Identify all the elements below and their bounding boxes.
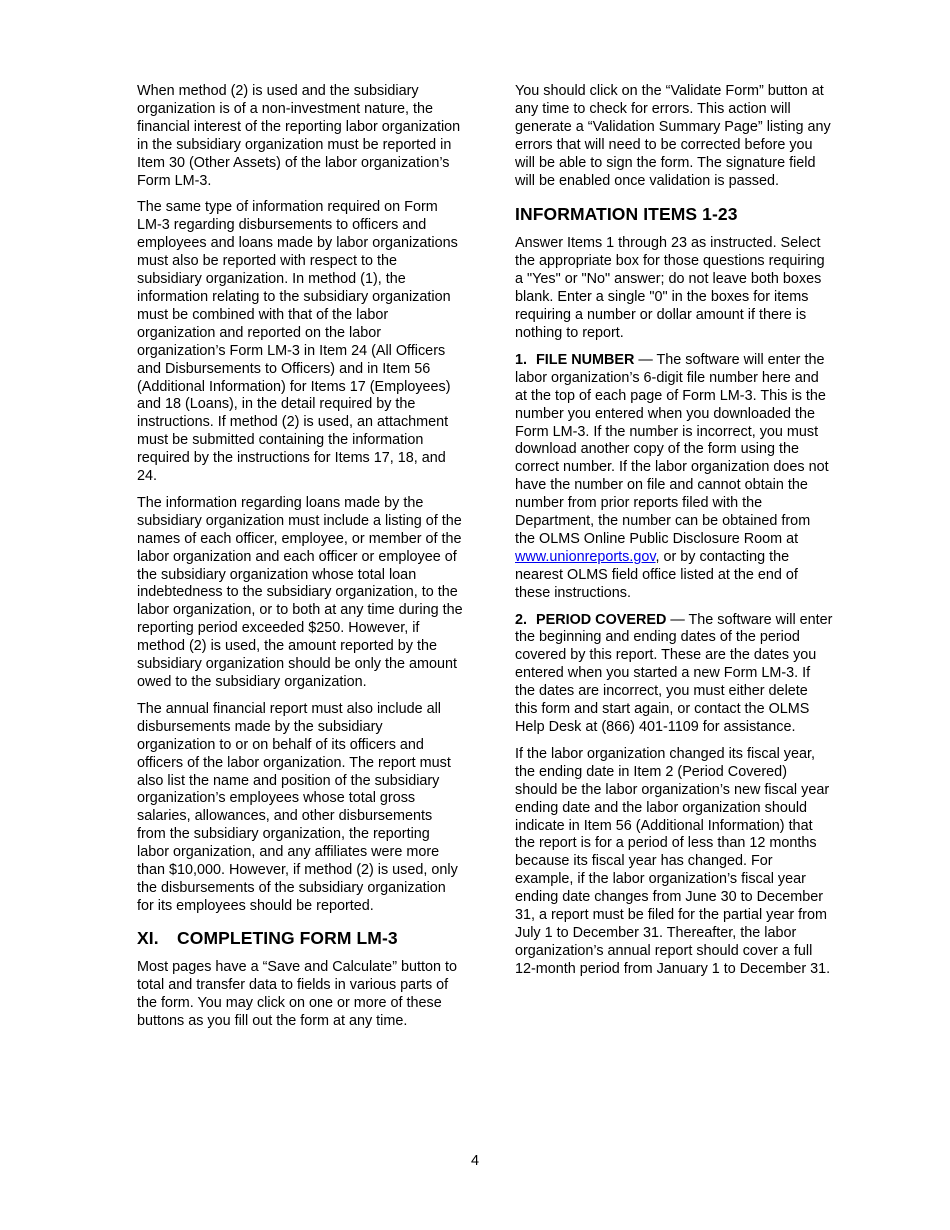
paragraph: The information regarding loans made by the subsidiary organization must include a listing of the names of each officer, employee, or member of the labor organization and each officer or employee of the subsidiary organization whose total loan indebtedness to the subsidiary organization, to the labor organization, or to both at any time during the reporting period exceeded $250. However, if method (2) is used, the amount reported by the subsidiary organization should be only the amount owed to the subsidiary organization. bbox=[137, 494, 463, 690]
item-text: — The software will enter the beginning and ending dates of the period covered by this report. These are the dates you entered when you started a new Form LM-3. If the dates are incorrect, you must either delete this form and start again, or contact the OLMS Help Desk at (866) 401-1109 for assistance. bbox=[515, 611, 833, 735]
paragraph: The annual financial report must also include all disbursements made by the subsidiary organization to or on behalf of its officers and officers of the labor organization. The report must also list the name and position of the subsidiary organization’s employees whose total gross salaries, allowances, and other disbursements from the subsidiary organization, the reporting labor organization, and any affiliates were more than $10,000. However, if method (2) is used, only the disbursements of the subsidiary organization for its employees should be reported. bbox=[137, 700, 458, 914]
item-period-covered bbox=[515, 612, 833, 737]
right-column bbox=[515, 83, 833, 988]
section-number: XI. bbox=[137, 927, 159, 948]
unionreports-link[interactable]: www.unionreports.gov bbox=[515, 548, 656, 565]
paragraph: When method (2) is used and the subsidiary organization is of a non-investment nature, the financial interest of the reporting labor organization in the subsidiary organization must be reported in Item 30 (Other Assets) of the labor organization’s Form LM-3. bbox=[137, 83, 461, 189]
paragraph: If the labor organization changed its fiscal year, the ending date in Item 2 (Period Covered) should be the labor organization’s new fiscal year ending date and the labor organization should indicate in Item 56 (Additional Information) that the report is for a period of less than 12 months because its fiscal year has changed. For example, if the labor organization’s fiscal year ending date changes from June 30 to December 31, a report must be filed for the partial year from July 1 to December 31. Thereafter, the labor organization’s annual report should cover a full 12-month period from January 1 to December 31. bbox=[515, 745, 831, 977]
item-number: 1. bbox=[515, 351, 528, 368]
item-number: 2. bbox=[515, 611, 528, 628]
paragraph: The same type of information required on Form LM-3 regarding disbursements to officers and employees and loans made by labor organizations must also be reported with respect to the subsidiary organization. In method (1), the information relating to the subsidiary organization must be combined with that of the labor organization and reported on the labor organization’s Form LM-3 in Item 24 (All Officers and Disbursements to Officers) and in Item 56 (Additional Information) for Items 17 (Employees) and 18 (Loans), in the detail required by the instructions. If method (2) is used, an attachment must be submitted containing the information required by the instructions for Items 17, 18, and 24. bbox=[137, 199, 458, 485]
paragraph: Answer Items 1 through 23 as instructed. Select the appropriate box for those questions requiring a "Yes" or "No" answer; do not leave both boxes blank. Enter a single "0" in the boxes for items requiring a number or dollar amount if there is nothing to report. bbox=[515, 235, 825, 341]
item-label: PERIOD COVERED bbox=[536, 611, 667, 628]
item-text: , or by contacting the nearest OLMS field office listed at the end of these instructions. bbox=[515, 548, 798, 601]
item-text: — The software will enter the labor organization’s 6-digit file number here and at the top of each page of Form LM-3. This is the number you entered when you downloaded the Form LM-3. If the number is incorrect, you must download another copy of the form using the correct number. If the labor organization does not have the number on file and cannot obtain the number from prior reports filed with the Department, the number can be obtained from the OLMS Online Public Disclosure Room at bbox=[515, 351, 829, 547]
paragraph: Most pages have a “Save and Calculate” button to total and transfer data to fields in various parts of the form. You may click on one or more of these buttons as you fill out the form at any time. bbox=[137, 958, 457, 1029]
paragraph: You should click on the “Validate Form” button at any time to check for errors. This action will generate a “Validation Summary Page” listing any errors that will need to be corrected before you will be able to sign the form. The signature field will be enabled once validation is passed. bbox=[515, 83, 831, 189]
section-heading bbox=[137, 928, 463, 949]
section-heading: INFORMATION ITEMS 1-23 bbox=[515, 204, 738, 225]
item-file-number bbox=[515, 352, 833, 603]
left-column bbox=[137, 83, 463, 1039]
page-number: 4 bbox=[470, 1153, 479, 1169]
item-label: FILE NUMBER bbox=[536, 351, 635, 368]
section-title: COMPLETING FORM LM-3 bbox=[177, 927, 398, 948]
